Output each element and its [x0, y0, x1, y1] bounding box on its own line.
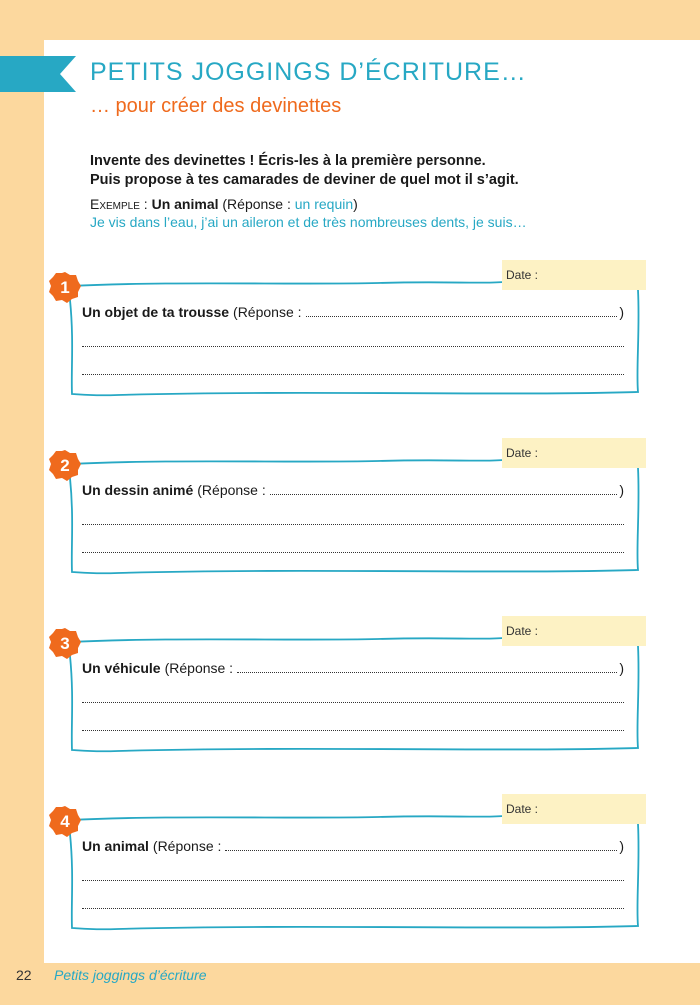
answer-field[interactable]	[306, 306, 618, 317]
example-heading	[90, 195, 650, 213]
number-badge-1	[49, 272, 81, 303]
example-subject: Un animal	[151, 196, 219, 212]
date-label: Date :	[506, 624, 539, 638]
writing-line-2[interactable]	[82, 908, 624, 909]
number-badge-3	[49, 628, 81, 659]
prompt-line	[82, 838, 624, 854]
example-answer-suffix: )	[353, 196, 358, 212]
writing-line-2[interactable]	[82, 552, 624, 553]
riddle-card-3	[48, 616, 668, 766]
answer-close: )	[619, 482, 624, 498]
answer-close: )	[619, 838, 624, 854]
riddle-card-1	[48, 260, 668, 410]
prompt-line	[82, 482, 624, 498]
instruction-line-1: Invente des devinettes ! Écris-les à la première personne.	[90, 153, 486, 169]
writing-line-1[interactable]	[82, 702, 624, 703]
date-label: Date :	[506, 268, 539, 282]
example-label: Exemple	[90, 196, 140, 212]
number-badge-4	[49, 806, 81, 837]
answer-prefix: (Réponse :	[164, 660, 234, 676]
instruction-line-2: Puis propose à tes camarades de deviner de quel mot il s’agit.	[90, 172, 519, 188]
card-number: 1	[60, 278, 70, 297]
card-number: 2	[60, 456, 70, 475]
card-subject: Un véhicule	[82, 660, 161, 676]
example-sentence: Je vis dans l’eau, j’ai un aileron et de très nombreuses dents, je suis…	[90, 214, 527, 230]
example-colon: :	[139, 196, 152, 212]
writing-line-1[interactable]	[82, 524, 624, 525]
footer-section-title: Petits joggings d’écriture	[54, 967, 207, 983]
example-block	[90, 195, 650, 231]
example-answer: un requin	[294, 196, 354, 212]
date-label: Date :	[506, 802, 539, 816]
writing-line-2[interactable]	[82, 374, 624, 375]
card-subject: Un objet de ta trousse	[82, 304, 230, 320]
card-number: 3	[60, 634, 70, 653]
answer-field[interactable]	[270, 484, 618, 495]
answer-field[interactable]	[225, 840, 617, 851]
writing-line-2[interactable]	[82, 730, 624, 731]
writing-line-1[interactable]	[82, 880, 624, 881]
card-subject: Un animal	[82, 838, 149, 854]
answer-close: )	[619, 660, 624, 676]
writing-line-1[interactable]	[82, 346, 624, 347]
title-ribbon	[0, 56, 76, 92]
card-number: 4	[60, 812, 70, 831]
riddle-card-4	[48, 794, 668, 944]
answer-prefix: (Réponse :	[197, 482, 266, 498]
prompt-line	[82, 660, 624, 676]
answer-close: )	[619, 304, 624, 320]
answer-prefix: (Réponse :	[152, 838, 222, 854]
instructions	[90, 152, 650, 190]
example-answer-prefix: (Réponse :	[218, 196, 295, 212]
answer-field[interactable]	[237, 662, 617, 673]
number-badge-2	[49, 450, 81, 481]
page-subtitle: … pour créer des devinettes	[90, 95, 342, 117]
page-number: 22	[16, 967, 32, 983]
prompt-line	[82, 304, 624, 320]
answer-prefix: (Réponse :	[233, 304, 302, 320]
riddle-card-2	[48, 438, 668, 588]
date-label: Date :	[506, 446, 539, 460]
card-subject: Un dessin animé	[82, 482, 194, 498]
page-title: PETITS JOGGINGS D’ÉCRITURE…	[90, 58, 527, 86]
